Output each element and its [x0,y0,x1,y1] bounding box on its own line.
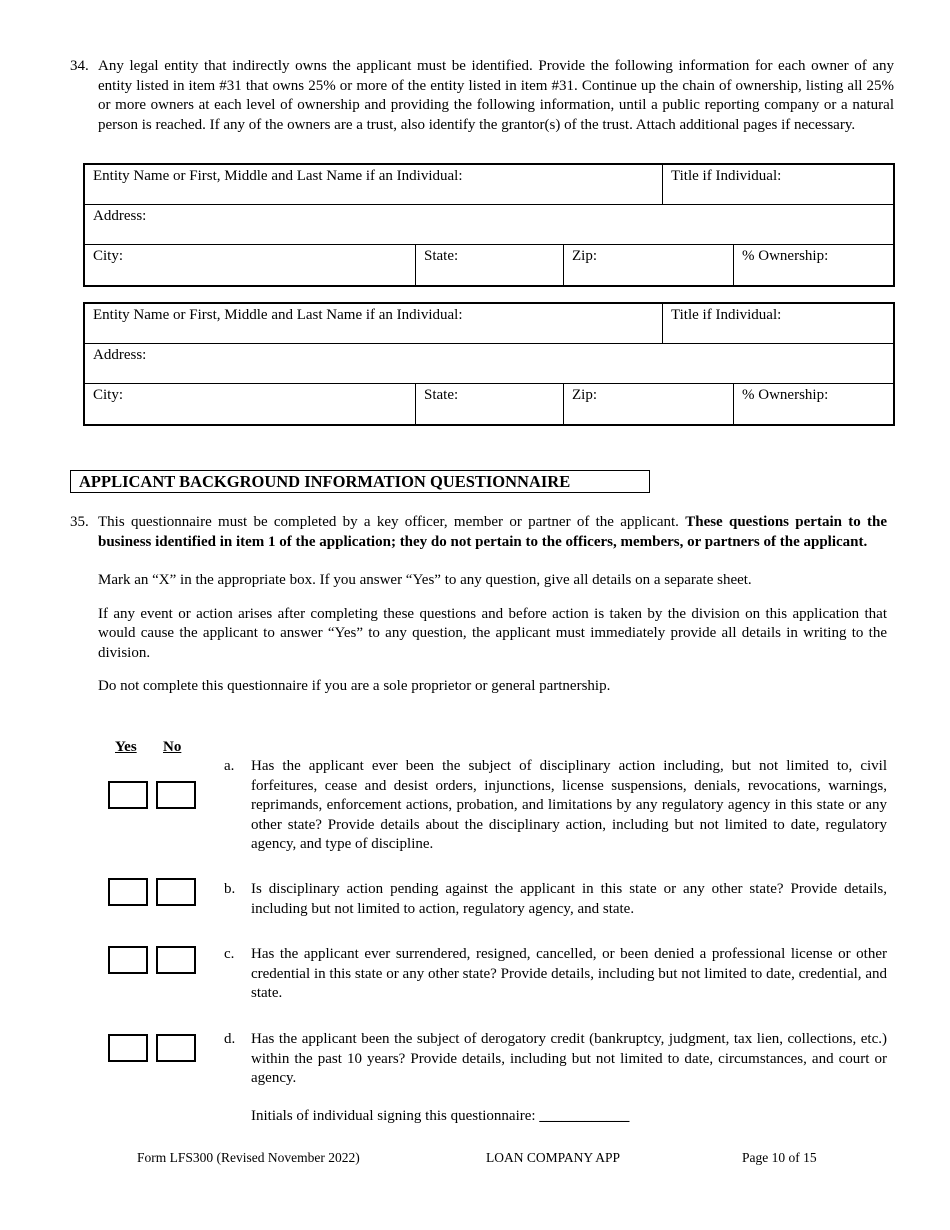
state-label: State: [424,248,459,264]
question-letter: a. [224,758,235,774]
event-instruction: If any event or action arises after completing these questions and before action is taken by the division on this application that would cause the applicant to answer “Yes” to any question, the applicant must immediately provide all details in writing to the division. [98,605,887,661]
initials-line [251,1107,629,1127]
sole-proprietor-note: Do not complete this questionnaire if you are a sole proprietor or general partnership. [98,678,611,694]
footer-page-number: Page 10 of 15 [742,1150,817,1165]
city-label: City: [93,387,124,403]
item-34-number: 34. [70,58,89,74]
item-34 [70,57,894,135]
question-text: Is disciplinary action pending against the applicant in this state or any other state? Provide details, including but not limited to action, regulatory agency, and state. [251,881,887,917]
title-label: Title if Individual: [671,168,782,184]
zip-field[interactable] [564,384,734,424]
zip-field[interactable] [564,245,734,285]
question-b [224,880,887,919]
address-label: Address: [93,347,147,363]
entity-name-label: Entity Name or First, Middle and Last Name if an Individual: [93,307,463,323]
address-field[interactable] [85,205,893,244]
question-c-no-checkbox[interactable] [156,946,196,974]
question-letter: b. [224,881,236,897]
item-34-text: Any legal entity that indirectly owns the applicant must be identified. Provide the following information for each owner of any entity listed in item #31 that owns 25% or more of the entity listed in item #31. Continue up the chain of ownership, listing all 25% or more owners at each level of ownership and providing the following information, until a public reporting company or a natural person is reached. If any of the owners are a trust, also identify the grantor(s) of the trust. Attach additional pages if necessary. [98,58,894,133]
title-field[interactable] [663,165,893,204]
item-35-intro [98,513,887,552]
city-field[interactable] [85,245,416,285]
footer-form-id: Form LFS300 (Revised November 2022) [137,1150,360,1165]
question-d-no-checkbox[interactable] [156,1034,196,1062]
question-text: Has the applicant ever been the subject of disciplinary action including, but not limited to, civil forfeitures, cease and desist orders, injunctions, license suspensions, denials, revocations, warnings, reprimands, enforcement actions, probation, and limitations by any regulatory agency in this state or any other state? Provide details about the disciplinary action, including but not limited to date, regulatory agency, and type of discipline. [251,758,887,852]
state-field[interactable] [416,384,564,424]
ownership-label: % Ownership: [742,248,829,264]
zip-label: Zip: [572,387,597,403]
city-field[interactable] [85,384,416,424]
entity-table-1 [83,163,895,287]
question-text: Has the applicant ever surrendered, resigned, cancelled, or been denied a professional license or other credential in this state or any other state? Provide details, including but not limited to date, credential, and state. [251,946,887,1001]
title-label: Title if Individual: [671,307,782,323]
address-label: Address: [93,208,147,224]
question-d [224,1030,887,1089]
question-a-yes-checkbox[interactable] [108,781,148,809]
item-35-intro-text: This questionnaire must be completed by a key officer, member or partner of the applicant. [98,514,686,530]
question-b-yes-checkbox[interactable] [108,878,148,906]
section-title: APPLICANT BACKGROUND INFORMATION QUESTIONNAIRE [70,470,650,493]
state-field[interactable] [416,245,564,285]
ownership-field[interactable] [734,384,893,424]
question-b-no-checkbox[interactable] [156,878,196,906]
initials-blank[interactable]: ____________ [539,1108,630,1124]
item-35 [70,513,887,697]
entity-name-field[interactable] [85,304,663,343]
initials-label: Initials of individual signing this questionnaire: [251,1108,536,1124]
yes-header: Yes [115,739,137,755]
city-label: City: [93,248,124,264]
entity-name-label: Entity Name or First, Middle and Last Name if an Individual: [93,168,463,184]
zip-label: Zip: [572,248,597,264]
item-35-intro-bold: These questions pertain to the business identified in item 1 of the application; they do not pertain to the officers, members, or partners of the applicant. [98,514,887,550]
address-field[interactable] [85,344,893,383]
question-letter: d. [224,1031,236,1047]
question-letter: c. [224,946,235,962]
question-c [224,945,887,1004]
footer-title: LOAN COMPANY APP [486,1150,621,1165]
entity-table-2 [83,302,895,426]
entity-name-field[interactable] [85,165,663,204]
ownership-field[interactable] [734,245,893,285]
no-header: No [163,739,182,755]
mark-instruction: Mark an “X” in the appropriate box. If you answer “Yes” to any question, give all details on a separate sheet. [98,572,752,588]
question-c-yes-checkbox[interactable] [108,946,148,974]
question-a [224,757,887,855]
question-d-yes-checkbox[interactable] [108,1034,148,1062]
ownership-label: % Ownership: [742,387,829,403]
item-35-number: 35. [70,514,89,530]
title-field[interactable] [663,304,893,343]
question-a-no-checkbox[interactable] [156,781,196,809]
question-text: Has the applicant been the subject of derogatory credit (bankruptcy, judgment, tax lien, collections, etc.) within the past 10 years? Provide details, including but not limited to date, circumstances, and court or agency. [251,1031,887,1086]
state-label: State: [424,387,459,403]
